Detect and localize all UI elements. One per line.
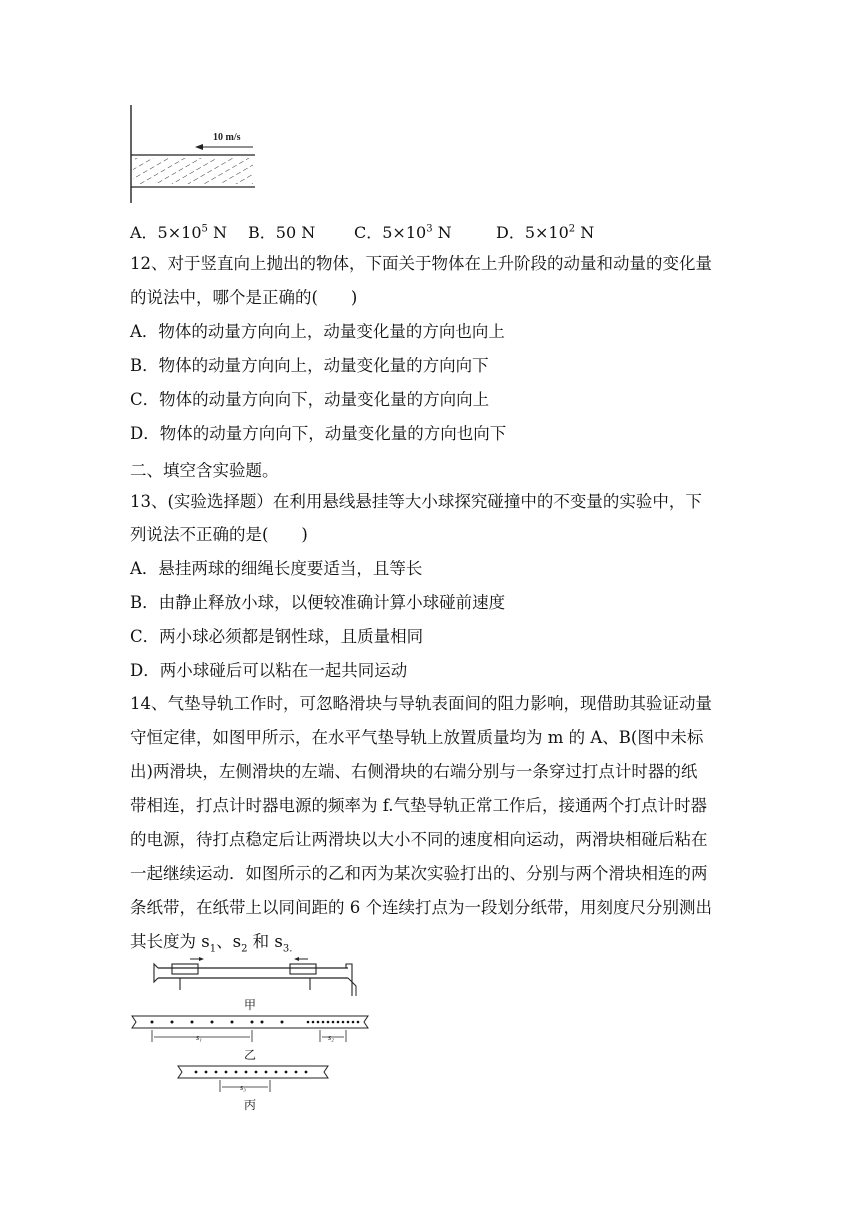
q14-line3: 出)两滑块，左侧滑块的左端、右侧滑块的右端分别与一条穿过打点计时器的纸 xyxy=(130,762,698,781)
section-title: 二、填空含实验题。 xyxy=(130,461,279,480)
q13-option-a: A．悬挂两球的细绳长度要适当，且等长 xyxy=(130,559,423,578)
q14-last-mid1: 、s xyxy=(216,932,242,951)
water-hatch xyxy=(133,158,253,184)
label-bing: 丙 xyxy=(244,1098,257,1112)
arrow-a-head xyxy=(199,957,204,961)
arrow-b-head xyxy=(294,957,299,961)
q12-option-d: D．物体的动量方向向下，动量变化量的方向也向下 xyxy=(130,424,507,443)
q14-line5: 的电源，待打点稳定后让两滑块以大小不同的速度相向运动，两滑块相碰后粘在 xyxy=(130,830,708,849)
q11-a-text: A．5×10 xyxy=(130,223,202,242)
q14-line7: 条纸带，在纸带上以同间距的 6 个连续打点为一段划分纸带，用刻度尺分别测出 xyxy=(130,898,712,917)
q12-option-c: C．物体的动量方向向下，动量变化量的方向向上 xyxy=(130,390,490,409)
q12-stem-line1: 12、对于竖直向上抛出的物体，下面关于物体在上升阶段的动量和动量的变化量 xyxy=(130,254,712,273)
q14-s2-sub: 2 xyxy=(241,943,248,955)
q14-line6: 一起继续运动．如图所示的乙和丙为某次实验打出的、分别与两个滑块相连的两 xyxy=(130,864,708,883)
tape-bing xyxy=(170,1062,340,1098)
q13-stem-line2: 列说法不正确的是( ) xyxy=(130,525,308,544)
q14-s3-sub: 3. xyxy=(282,943,293,955)
arrow-head xyxy=(195,144,203,150)
q11-c-exp: 3 xyxy=(426,223,433,235)
wall-figure xyxy=(125,100,265,208)
q11-b-text: B．50 N xyxy=(248,223,316,242)
q12-option-b: B．物体的动量方向向上，动量变化量的方向向下 xyxy=(130,356,489,375)
track-left-end xyxy=(154,964,158,982)
q11-d-exp: 2 xyxy=(568,223,576,235)
q11-d-text: D．5×10 xyxy=(496,223,569,242)
s1-label: s₁ xyxy=(196,1033,202,1042)
q12-stem-line2: 的说法中，哪个是正确的( ) xyxy=(130,288,358,307)
label-jia: 甲 xyxy=(244,998,257,1012)
q11-d-unit: N xyxy=(575,223,595,242)
q13-stem-line1: 13、(实验选择题）在利用悬线悬挂等大小球探究碰撞中的不变量的实验中，下 xyxy=(130,492,702,511)
slider-a xyxy=(172,964,198,974)
q11-option-c xyxy=(354,220,496,243)
q11-c-text: C．5×10 xyxy=(354,223,427,242)
q14-s1-sub: 1 xyxy=(209,943,217,955)
track-legs xyxy=(180,978,310,990)
tape-bing-dots xyxy=(195,1071,308,1074)
s3-label: s₃ xyxy=(240,1083,246,1092)
q14-line4: 带相连，打点计时器电源的频率为 f.气垫导轨正常工作后，接通两个打点计时器 xyxy=(130,796,708,815)
q14-last-mid2: 和 s xyxy=(247,932,283,951)
q11-option-b xyxy=(248,220,354,243)
s2-label: s₂ xyxy=(328,1033,334,1042)
q13-option-c: C．两小球必须都是钢性球，且质量相同 xyxy=(130,627,424,646)
q14-line2: 守恒定律，如图甲所示，在水平气垫导轨上放置质量均为 m 的 A、B(图中未标 xyxy=(130,728,704,747)
q11-options xyxy=(130,220,594,243)
q11-c-unit: N xyxy=(432,223,452,242)
q11-option-d xyxy=(496,220,594,243)
q13-option-b: B．由静止释放小球，以便较准确计算小球碰前速度 xyxy=(130,593,506,612)
q11-a-unit: N xyxy=(207,223,227,242)
label-yi: 乙 xyxy=(244,1048,257,1062)
tape-yi xyxy=(128,1012,378,1048)
speed-label: 10 m/s xyxy=(213,132,241,143)
q14-last-text: 其长度为 s xyxy=(130,932,210,951)
slider-b xyxy=(290,964,316,974)
q14-line1: 14、气垫导轨工作时，可忽略滑块与导轨表面间的阻力影响，现借助其验证动量 xyxy=(130,694,712,713)
q11-a-exp: 5 xyxy=(201,223,208,235)
timer-right xyxy=(346,964,352,996)
q11-option-a xyxy=(130,220,248,243)
q12-option-a: A．物体的动量方向向上，动量变化量的方向也向上 xyxy=(130,322,505,341)
tape-yi-dots xyxy=(151,1021,360,1024)
q13-option-d: D．两小球碰后可以粘在一起共同运动 xyxy=(130,661,408,680)
